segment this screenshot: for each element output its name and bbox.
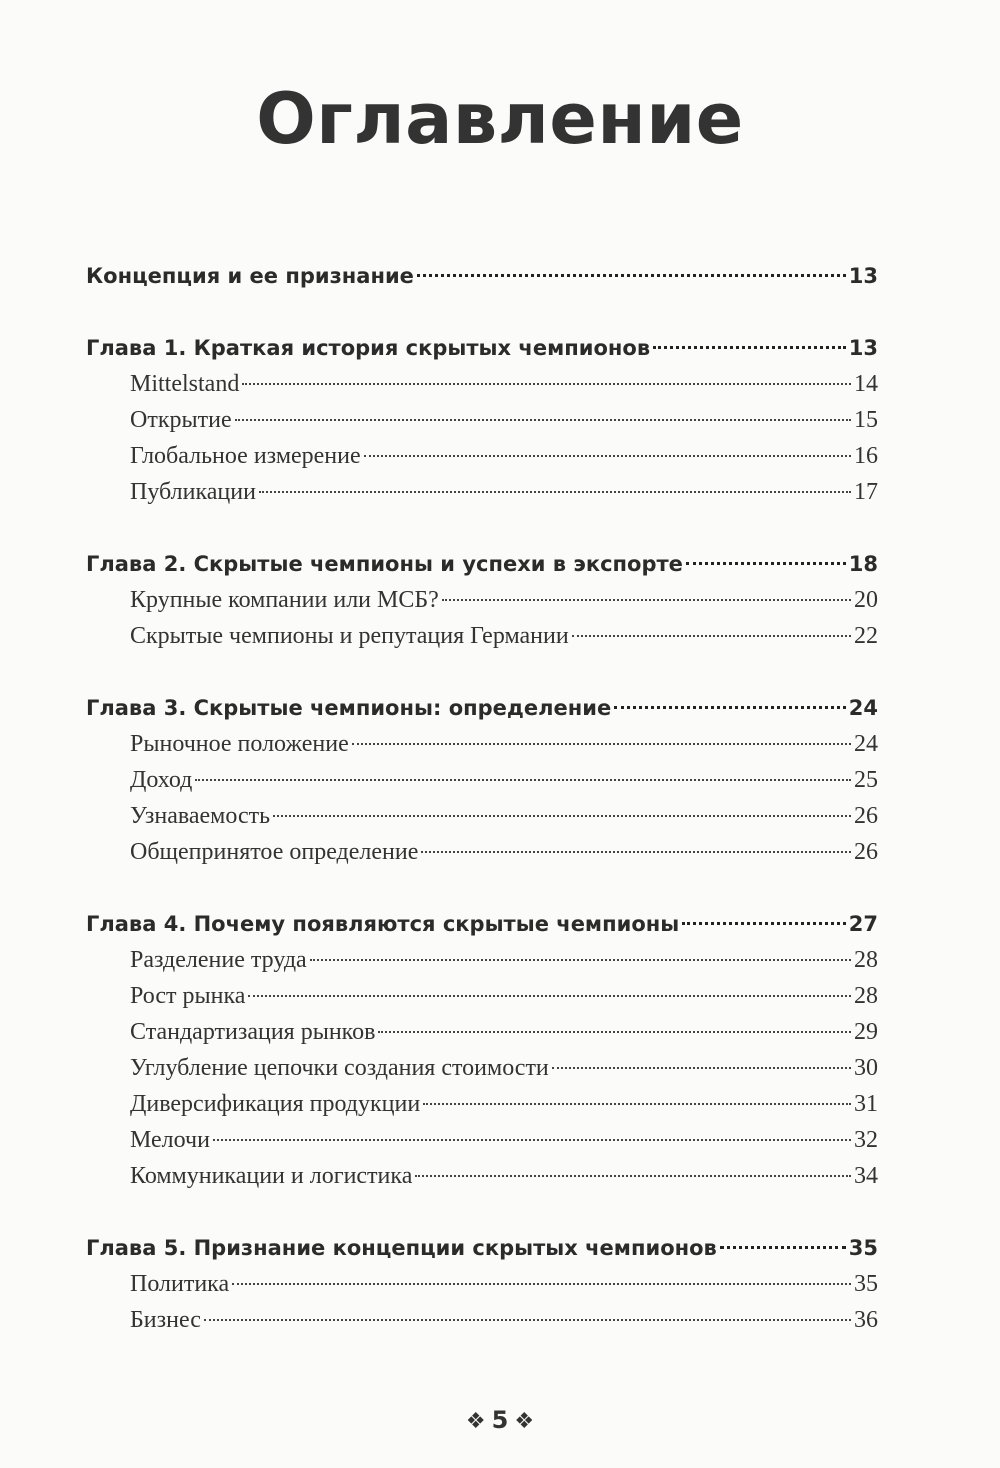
- dot-leader: [310, 959, 851, 961]
- toc-page-number: 36: [854, 1307, 878, 1333]
- toc-section-row: [86, 546, 878, 582]
- dot-leader: [248, 995, 851, 997]
- toc-page-number: 31: [854, 1091, 878, 1117]
- dot-leader: [195, 779, 851, 781]
- toc-section-row: [86, 1230, 878, 1266]
- dot-leader: [614, 706, 846, 709]
- toc-entry-row: [86, 474, 878, 510]
- toc-page-number: 24: [854, 731, 878, 757]
- toc-entry-row: [86, 618, 878, 654]
- toc-label: Узнаваемость: [130, 803, 271, 829]
- dot-leader: [686, 562, 846, 565]
- dot-leader: [682, 922, 846, 925]
- toc-label: Публикации: [130, 479, 256, 505]
- toc-page-number: 13: [848, 336, 878, 360]
- toc-label: Углубление цепочки создания стоимости: [130, 1055, 549, 1081]
- toc-label: Глава 3. Скрытые чемпионы: определение: [86, 696, 612, 720]
- page-title: Оглавление: [256, 78, 744, 160]
- dot-leader: [720, 1246, 846, 1249]
- toc-page-number: 26: [854, 803, 878, 829]
- dot-leader: [204, 1319, 851, 1321]
- toc-entry-row: [86, 726, 878, 762]
- dot-leader: [352, 743, 851, 745]
- dot-leader: [417, 274, 846, 277]
- toc-label: Открытие: [130, 407, 232, 433]
- toc-section-row: [86, 690, 878, 726]
- toc-label: Общепринятое определение: [130, 839, 419, 865]
- toc-entry-row: [86, 1086, 878, 1122]
- toc-entry-row: [86, 1122, 878, 1158]
- dot-leader: [415, 1175, 851, 1177]
- toc-page-number: 27: [848, 912, 878, 936]
- dot-leader: [242, 383, 851, 385]
- dot-leader: [421, 851, 851, 853]
- toc-label: Рыночное положение: [130, 731, 349, 757]
- dot-leader: [232, 1283, 851, 1285]
- toc-page-number: 20: [854, 587, 878, 613]
- toc-page-number: 17: [854, 479, 878, 505]
- toc-page-number: 32: [854, 1127, 878, 1153]
- toc-page-number: 14: [854, 371, 878, 397]
- toc-gap: [86, 870, 878, 906]
- toc-entry-row: [86, 942, 878, 978]
- toc-entry-row: [86, 1302, 878, 1338]
- toc-entry-row: [86, 366, 878, 402]
- toc-label: Скрытые чемпионы и репутация Германии: [130, 623, 569, 649]
- toc-page-number: 30: [854, 1055, 878, 1081]
- dot-leader: [423, 1103, 851, 1105]
- toc-page-number: 13: [848, 264, 878, 288]
- toc-label: Глава 4. Почему появляются скрытые чемпионы: [86, 912, 680, 936]
- toc-label: Глобальное измерение: [130, 443, 361, 469]
- toc-entry-row: [86, 438, 878, 474]
- table-of-contents: [86, 258, 878, 1338]
- toc-page-number: 28: [854, 983, 878, 1009]
- dot-leader: [653, 346, 846, 349]
- toc-page-number: 34: [854, 1163, 878, 1189]
- toc-page-number: 16: [854, 443, 878, 469]
- toc-label: Разделение труда: [130, 947, 307, 973]
- toc-label: Диверсификация продукции: [130, 1091, 421, 1117]
- toc-page-number: 35: [854, 1271, 878, 1297]
- toc-page-number: 24: [848, 696, 878, 720]
- ornament-left-icon: ❖: [465, 1409, 486, 1434]
- dot-leader: [442, 599, 851, 601]
- toc-label: Бизнес: [130, 1307, 201, 1333]
- toc-page-number: 26: [854, 839, 878, 865]
- toc-gap: [86, 1194, 878, 1230]
- toc-page-number: 35: [848, 1236, 878, 1260]
- toc-label: Глава 1. Краткая история скрытых чемпионов: [86, 336, 651, 360]
- dot-leader: [235, 419, 851, 421]
- toc-section-row: [86, 258, 878, 294]
- toc-label: Рост рынка: [130, 983, 246, 1009]
- dot-leader: [572, 635, 851, 637]
- toc-label: Политика: [130, 1271, 230, 1297]
- dot-leader: [364, 455, 851, 457]
- toc-entry-row: [86, 582, 878, 618]
- toc-entry-row: [86, 798, 878, 834]
- dot-leader: [552, 1067, 851, 1069]
- toc-label: Концепция и ее признание: [86, 264, 414, 288]
- toc-label: Стандартизация рынков: [130, 1019, 376, 1045]
- toc-page-number: 29: [854, 1019, 878, 1045]
- ornament-right-icon: ❖: [514, 1409, 535, 1434]
- toc-entry-row: [86, 978, 878, 1014]
- toc-page-number: 18: [848, 552, 878, 576]
- toc-entry-row: [86, 1050, 878, 1086]
- toc-label: Глава 2. Скрытые чемпионы и успехи в экспорте: [86, 552, 683, 576]
- toc-gap: [86, 654, 878, 690]
- toc-label: Глава 5. Признание концепции скрытых чемпионов: [86, 1236, 717, 1260]
- toc-gap: [86, 294, 878, 330]
- page-number-footer: [0, 1406, 1000, 1434]
- toc-gap: [86, 510, 878, 546]
- toc-page-number: 22: [854, 623, 878, 649]
- toc-entry-row: [86, 762, 878, 798]
- toc-label: Крупные компании или МСБ?: [130, 587, 439, 613]
- toc-label: Коммуникации и логистика: [130, 1163, 413, 1189]
- toc-label: Мелочи: [130, 1127, 210, 1153]
- toc-entry-row: [86, 1014, 878, 1050]
- toc-label: Mittelstand: [130, 371, 240, 397]
- toc-section-row: [86, 906, 878, 942]
- toc-page-number: 25: [854, 767, 878, 793]
- dot-leader: [213, 1139, 851, 1141]
- dot-leader: [273, 815, 851, 817]
- toc-page-number: 28: [854, 947, 878, 973]
- toc-entry-row: [86, 1266, 878, 1302]
- page-number: 5: [491, 1406, 509, 1434]
- toc-section-row: [86, 330, 878, 366]
- dot-leader: [259, 491, 851, 493]
- toc-entry-row: [86, 402, 878, 438]
- toc-entry-row: [86, 1158, 878, 1194]
- dot-leader: [378, 1031, 851, 1033]
- toc-label: Доход: [130, 767, 193, 793]
- toc-page-number: 15: [854, 407, 878, 433]
- toc-entry-row: [86, 834, 878, 870]
